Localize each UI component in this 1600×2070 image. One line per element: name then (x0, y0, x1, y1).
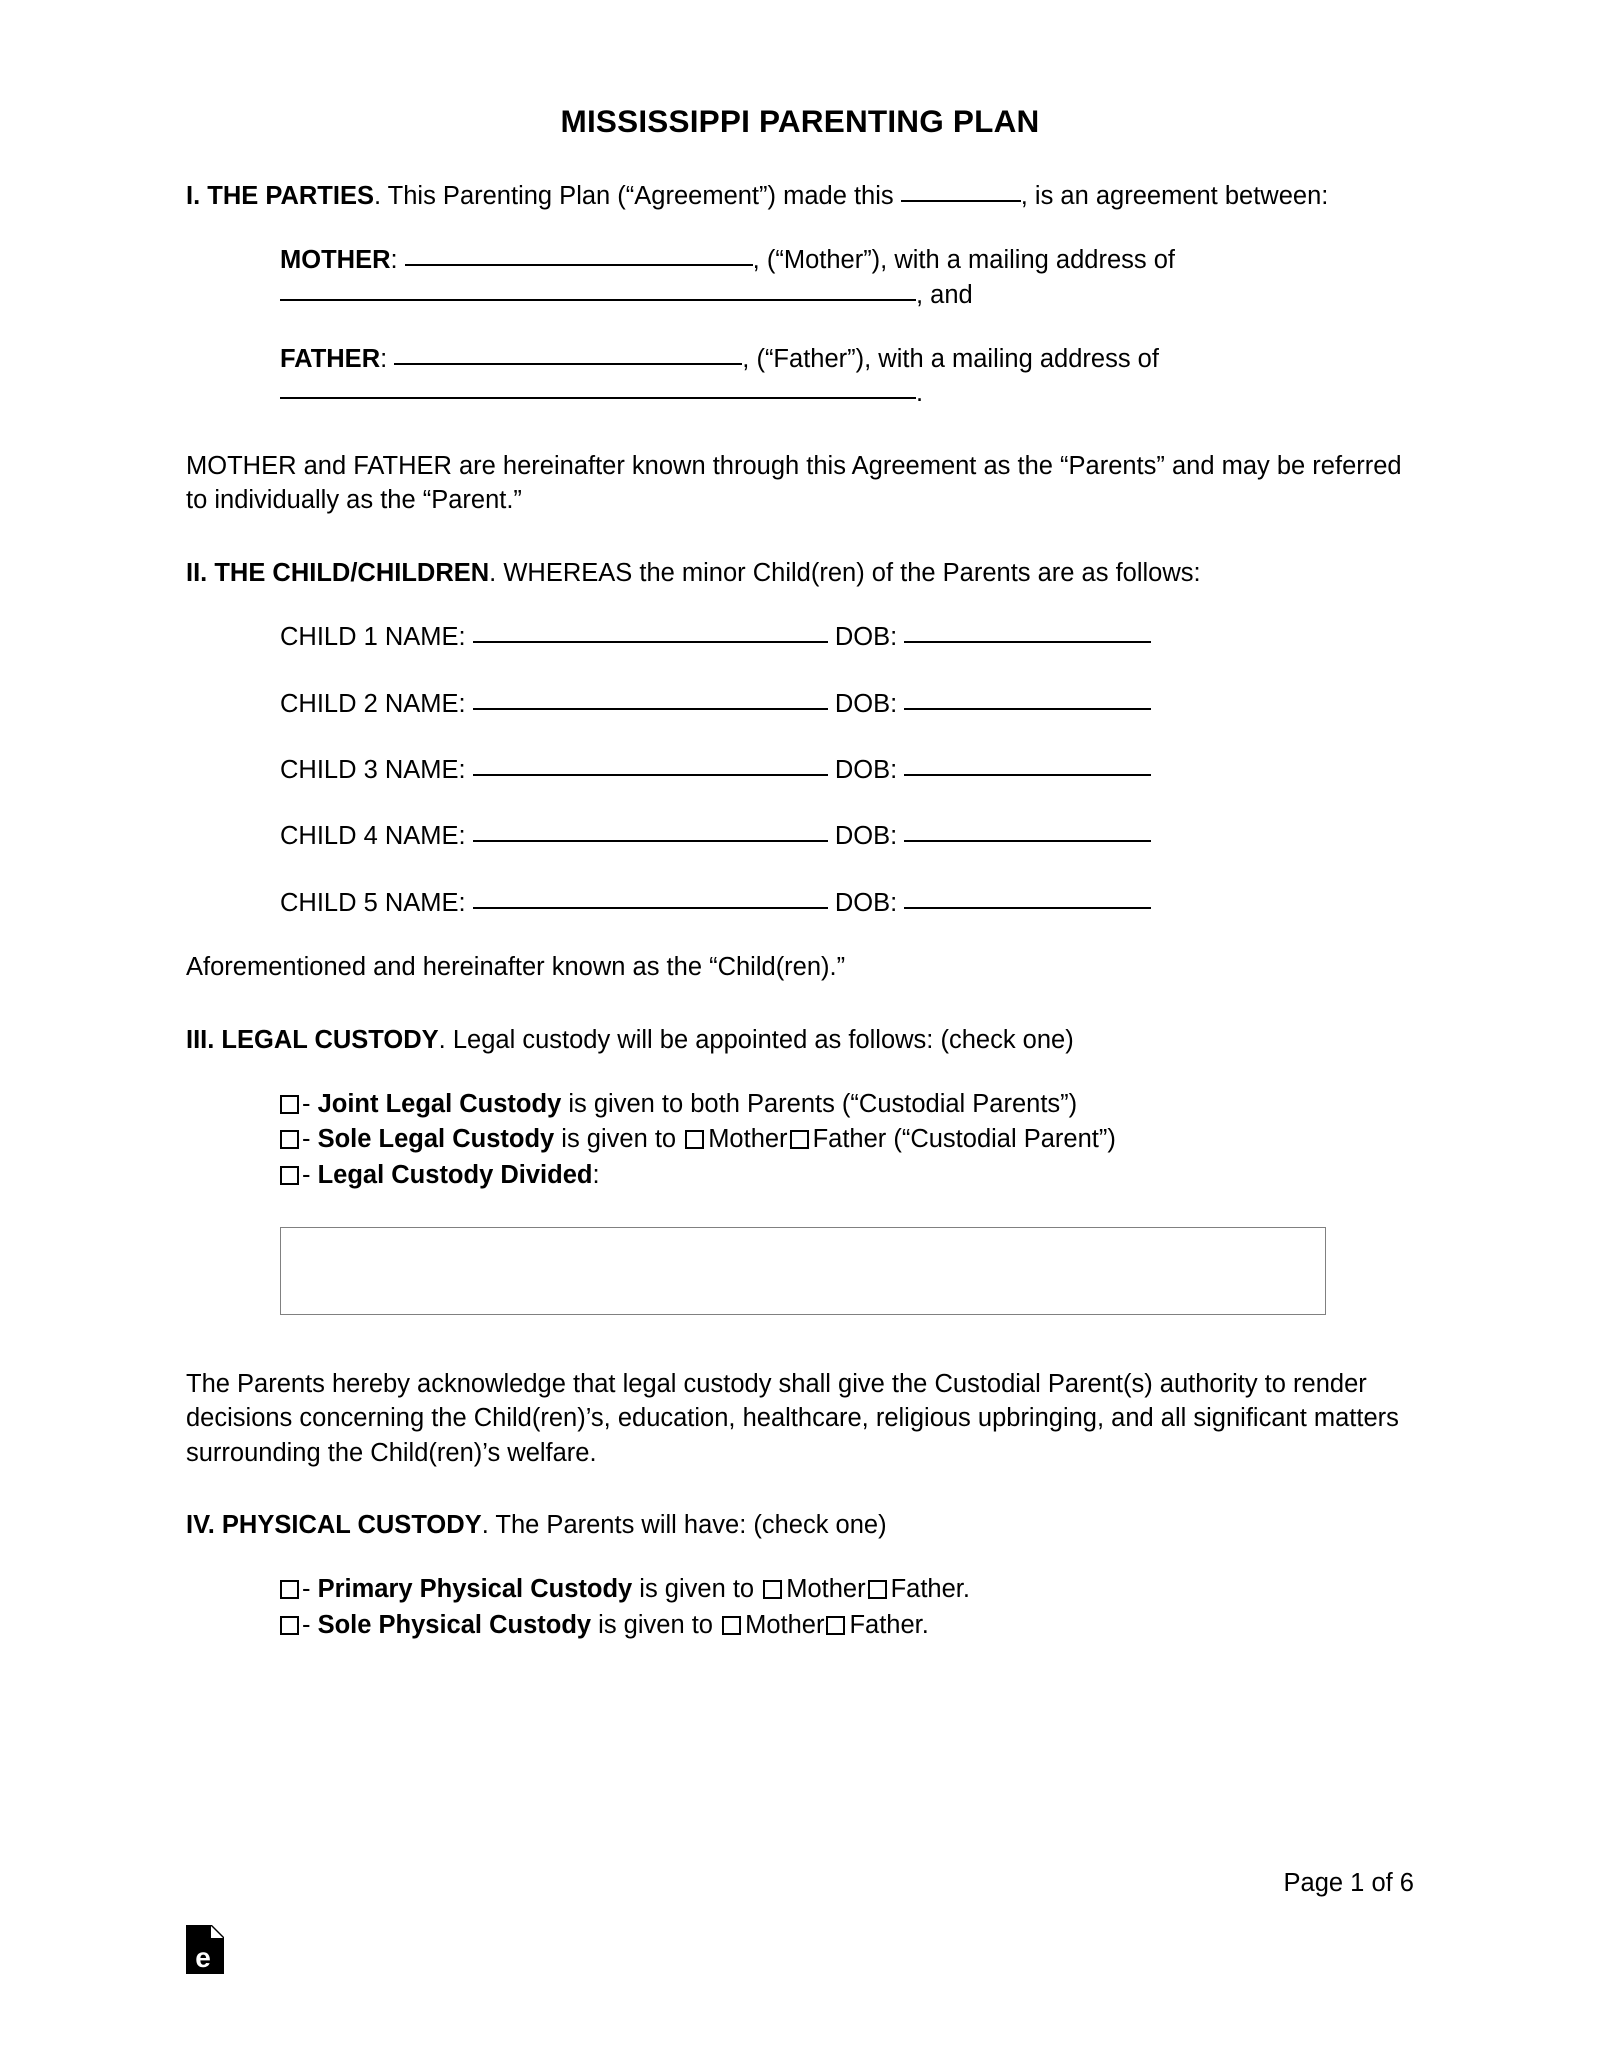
physical-custody-options (280, 1572, 1414, 1642)
sole-legal-father-label: Father (812, 1125, 887, 1154)
child-2-dob-blank[interactable] (904, 687, 1151, 710)
child-1-dob-blank[interactable] (904, 620, 1151, 643)
checkbox-joint-legal-custody[interactable] (280, 1095, 299, 1114)
child-4-dob-blank[interactable] (904, 819, 1151, 842)
child-row (280, 886, 1414, 920)
mother-line (280, 243, 1414, 312)
section-2-intro (186, 556, 1414, 590)
section-1-heading: I. THE PARTIES (186, 181, 374, 210)
mother-label: MOTHER (280, 246, 391, 275)
sole-physical-custody-label: Sole Physical Custody (317, 1610, 592, 1639)
father-mid-text: , (“Father”), with a mailing address of (742, 345, 1159, 374)
child-3-name-blank[interactable] (473, 753, 828, 776)
father-line (280, 342, 1414, 411)
father-colon: : (380, 345, 395, 374)
sole-physical-rest-a: is given to (591, 1610, 721, 1639)
father-name-blank[interactable] (394, 342, 742, 365)
section-2-heading: II. THE CHILD/CHILDREN (186, 558, 490, 587)
father-label: FATHER (280, 345, 381, 374)
checkbox-primary-physical-mother[interactable] (763, 1580, 782, 1599)
child-5-dob-blank[interactable] (904, 886, 1151, 909)
divided-dash: - (302, 1160, 318, 1189)
legal-custody-acknowledgement: The Parents hereby acknowledge that legal custody shall give the Custodial Parent(s) authority to render decisions concerning the Child(ren)’s, education, healthcare, religious upbringing, and all significant matters surrounding the Child(ren)’s welfare. (186, 1369, 1399, 1467)
joint-legal-custody-label: Joint Legal Custody (317, 1090, 562, 1119)
mother-tail-text: , and (916, 280, 973, 309)
mother-block (280, 243, 1414, 312)
child-2-name-label: CHILD 2 NAME: (280, 689, 466, 718)
children-definition-paragraph: Aforementioned and hereinafter known as the “Child(ren).” (186, 953, 846, 982)
primary-physical-rest-b: . (962, 1575, 970, 1604)
page-title: MISSISSIPPI PARENTING PLAN (560, 103, 1040, 139)
child-5-name-label: CHILD 5 NAME: (280, 888, 466, 917)
mother-colon: : (390, 246, 405, 275)
sole-physical-father-label: Father (849, 1610, 922, 1639)
joint-legal-custody-rest: is given to both Parents (“Custodial Parents”) (561, 1090, 1078, 1119)
mother-address-blank[interactable] (280, 278, 916, 301)
primary-physical-rest-a: is given to (632, 1575, 762, 1604)
child-4-name-label: CHILD 4 NAME: (280, 822, 466, 851)
legal-custody-options (280, 1087, 1414, 1193)
checkbox-primary-physical-custody[interactable] (280, 1580, 299, 1599)
child-5-name-blank[interactable] (473, 886, 828, 909)
eforms-logo-icon (186, 1925, 224, 1974)
agreement-date-blank[interactable] (901, 179, 1021, 202)
child-1-name-blank[interactable] (473, 620, 828, 643)
child-row (280, 819, 1414, 853)
section-1-intro-tail: , is an agreement between: (1020, 181, 1329, 210)
logo-letter: e (195, 1942, 211, 1973)
section-1-intro-text: . This Parenting Plan (“Agreement”) made this (373, 181, 901, 210)
checkbox-sole-physical-father[interactable] (826, 1616, 845, 1635)
primary-physical-custody-label: Primary Physical Custody (317, 1575, 633, 1604)
child-row (280, 753, 1414, 787)
sole-physical-mother-label: Mother (745, 1610, 825, 1639)
child-row (280, 687, 1414, 721)
child-1-dob-label: DOB: (834, 623, 898, 652)
father-address-blank[interactable] (280, 376, 916, 399)
sole-legal-custody-rest-a: is given to (554, 1125, 684, 1154)
checkbox-sole-legal-mother[interactable] (685, 1130, 704, 1149)
sole-legal-custody-rest-b: (“Custodial Parent”) (886, 1125, 1116, 1154)
physical-custody-option-sole[interactable] (280, 1608, 1414, 1643)
child-3-dob-label: DOB: (834, 756, 898, 785)
section-3-heading: III. LEGAL CUSTODY (186, 1025, 439, 1054)
father-tail-text: . (916, 379, 924, 408)
sole-legal-mother-label: Mother (708, 1125, 788, 1154)
checkbox-sole-legal-custody[interactable] (280, 1130, 299, 1149)
primary-dash: - (302, 1575, 318, 1604)
section-4-heading: IV. PHYSICAL CUSTODY (186, 1510, 482, 1539)
section-4-intro (186, 1508, 1414, 1542)
father-block (280, 342, 1414, 411)
sole-physical-dash: - (302, 1610, 318, 1639)
primary-physical-father-label: Father (890, 1575, 963, 1604)
child-1-name-label: CHILD 1 NAME: (280, 623, 466, 652)
child-row (280, 620, 1414, 654)
child-3-dob-blank[interactable] (904, 753, 1151, 776)
legal-custody-option-divided[interactable] (280, 1158, 1414, 1193)
checkbox-primary-physical-father[interactable] (868, 1580, 887, 1599)
children-list (280, 620, 1414, 920)
section-2-intro-text: . WHEREAS the minor Child(ren) of the Parents are as follows: (489, 558, 1201, 587)
joint-dash: - (302, 1090, 318, 1119)
legal-custody-option-joint[interactable] (280, 1087, 1414, 1122)
section-4-intro-text: . The Parents will have: (check one) (481, 1510, 887, 1539)
child-2-dob-label: DOB: (834, 689, 898, 718)
child-4-name-blank[interactable] (473, 819, 828, 842)
document-body (186, 0, 1414, 1643)
sole-legal-custody-label: Sole Legal Custody (317, 1125, 555, 1154)
parents-definition-paragraph: MOTHER and FATHER are hereinafter known through this Agreement as the “Parents” and may be referred to individually as the “Parent.” (186, 451, 1402, 515)
child-4-dob-label: DOB: (834, 822, 898, 851)
checkbox-sole-physical-mother[interactable] (722, 1616, 741, 1635)
legal-custody-divided-rest: : (592, 1160, 600, 1189)
sole-dash: - (302, 1125, 318, 1154)
primary-physical-mother-label: Mother (786, 1575, 866, 1604)
legal-custody-option-sole[interactable] (280, 1122, 1414, 1157)
page-number-footer: Page 1 of 6 (1283, 1869, 1414, 1897)
checkbox-sole-legal-father[interactable] (790, 1130, 809, 1149)
section-1-intro (186, 179, 1414, 213)
mother-name-blank[interactable] (405, 243, 753, 266)
section-3-intro-text: . Legal custody will be appointed as follows: (check one) (438, 1025, 1074, 1054)
child-2-name-blank[interactable] (473, 687, 828, 710)
physical-custody-option-primary[interactable] (280, 1572, 1414, 1607)
checkbox-legal-custody-divided[interactable] (280, 1166, 299, 1185)
sole-physical-rest-b: . (921, 1610, 929, 1639)
child-5-dob-label: DOB: (834, 888, 898, 917)
legal-custody-divided-textarea[interactable] (280, 1227, 1326, 1315)
mother-mid-text: , (“Mother”), with a mailing address of (752, 246, 1175, 275)
legal-custody-divided-label: Legal Custody Divided (317, 1160, 593, 1189)
checkbox-sole-physical-custody[interactable] (280, 1616, 299, 1635)
child-3-name-label: CHILD 3 NAME: (280, 756, 466, 785)
section-3-intro (186, 1023, 1414, 1057)
